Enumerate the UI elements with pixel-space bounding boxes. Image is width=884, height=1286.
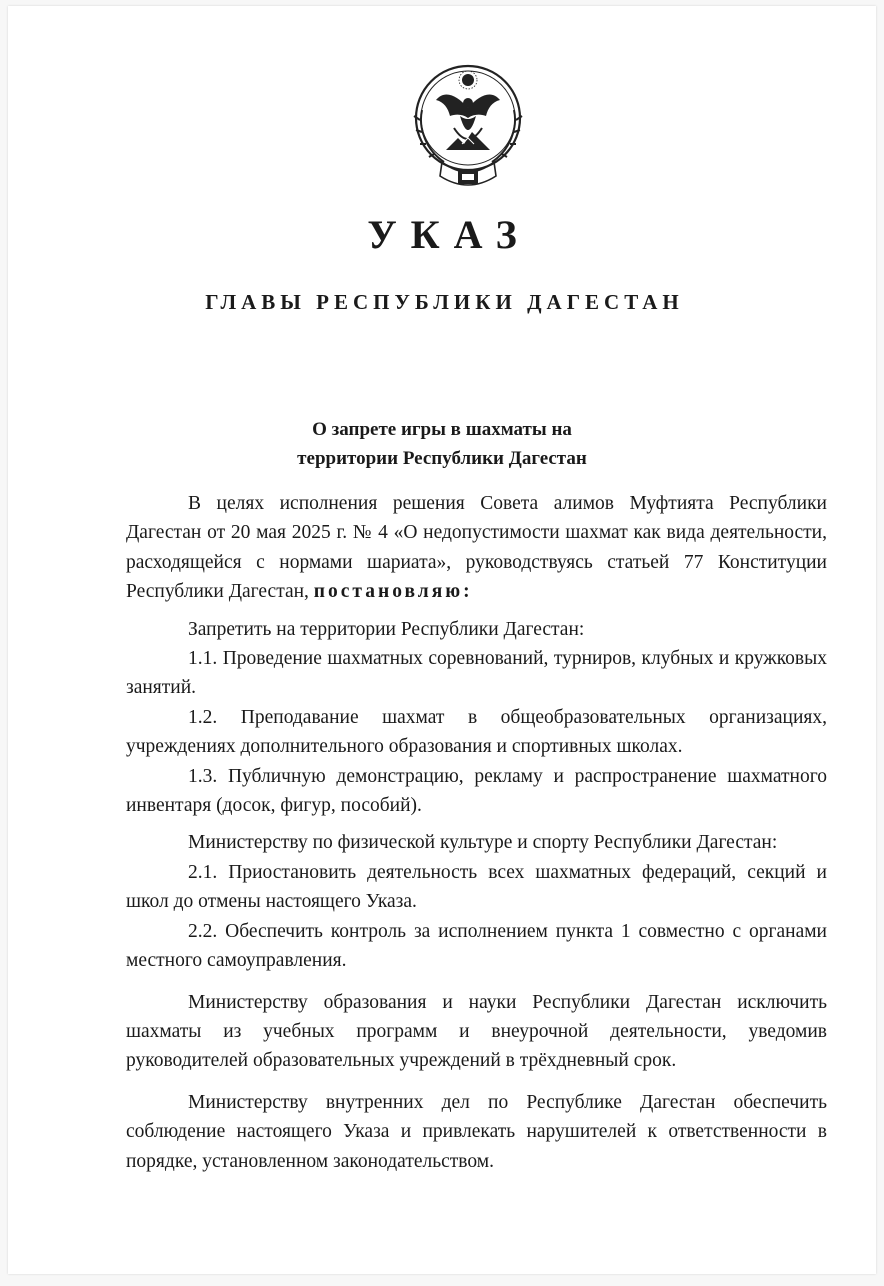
decree-heading-line1: О запрете игры в шахматы на (312, 419, 572, 440)
section1-intro: Запретить на территории Республики Дагестан: (188, 618, 585, 640)
item-1-1: 1.1. Проведение шахматных соревнований, турниров, клубных и кружковых занятий. (126, 648, 827, 699)
section4-paragraph: Министерству внутренних дел по Республике Дагестан обеспечить соблюдение настоящего Указа и привлекать нарушителей к ответственности в порядке, установленном законодательством. (126, 1091, 827, 1172)
decree-word: постановляю: (313, 581, 473, 603)
decree-heading (8, 415, 876, 473)
preamble-paragraph (126, 489, 827, 607)
document-page (8, 6, 876, 1274)
item-2-1: 2.1. Приостановить деятельность всех шахматных федераций, секций и школ до отмены настоящего Указа. (126, 861, 827, 913)
decree-body (126, 489, 827, 1176)
item-2-2: 2.2. Обеспечить контроль за исполнением пункта 1 совместно с органами местного самоуправления. (126, 920, 827, 972)
item-1-2: 1.2. Преподавание шахмат в общеобразовательных организациях, учреждениях дополнительного образования и спортивных школах. (126, 706, 827, 758)
section3-paragraph: Министерству образования и науки Республики Дагестан исключить шахматы из учебных программ и внеурочной деятельности, уведомив руководителей образовательных учреждений в трёхдневный срок. (126, 991, 827, 1072)
decree-heading-line2: территории Республики Дагестан (297, 448, 587, 469)
preamble-text: В целях исполнения решения Совета алимов Муфтията Республики Дагестан от 20 мая 2025 г. № 4 «О недопустимости шахмат как вида деятельности, расходящейся с нормами шариата», руководствуясь статьей 77 Конституции Республики Дагестан, (126, 493, 827, 603)
document-subtitle: ГЛАВЫ РЕСПУБЛИКИ ДАГЕСТАН (205, 290, 684, 314)
coat-of-arms-icon (404, 58, 532, 196)
item-1-3: 1.3. Публичную демонстрацию, рекламу и распространение шахматного инвентаря (досок, фигур, пособий). (126, 765, 827, 817)
section2-intro: Министерству по физической культуре и спорту Республики Дагестан: (188, 832, 778, 854)
document-title: УКАЗ (367, 212, 531, 257)
